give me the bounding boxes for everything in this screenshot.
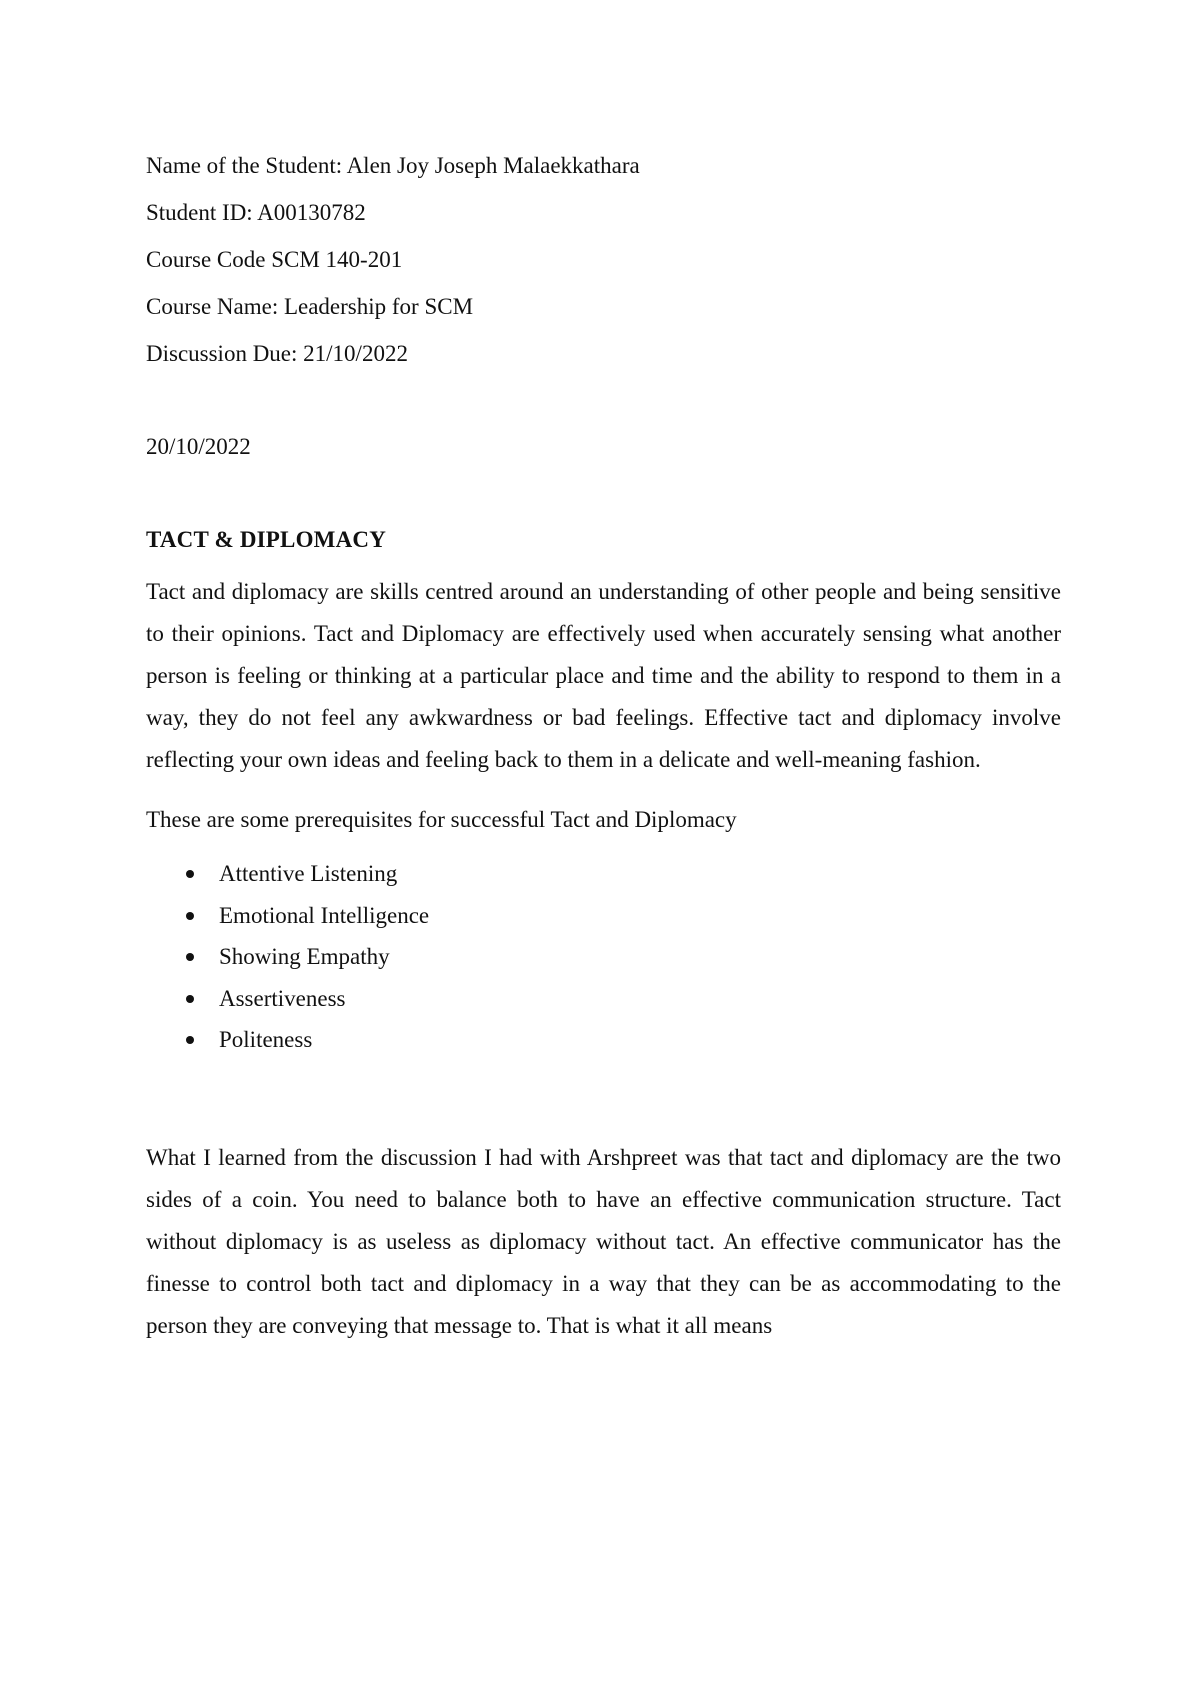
course-name: Course Name: Leadership for SCM xyxy=(146,294,474,319)
list-item xyxy=(146,978,1061,1020)
document-date: 20/10/2022 xyxy=(146,434,251,459)
list-item-label: Emotional Intelligence xyxy=(219,902,430,928)
student-id: Student ID: A00130782 xyxy=(146,200,366,225)
list-item xyxy=(146,936,1061,978)
list-item xyxy=(146,1019,1061,1061)
paragraph-reflection: What I learned from the discussion I had with Arshpreet was that tact and diplomacy are the two sides of a coin. You need to balance both to have an effective communication structure. Tact without diplomacy is as useless as diplomacy without tact. An effective communicator has the finesse to control both tact and diplomacy in a way that they can be as accommodating to the person they are conveying that message to. That is what it all means xyxy=(146,1144,1061,1338)
bullet-icon xyxy=(186,870,194,878)
bullet-icon xyxy=(186,953,194,961)
list-item-label: Attentive Listening xyxy=(219,861,398,886)
bullet-icon xyxy=(186,912,194,920)
list-item-label: Assertiveness xyxy=(219,985,346,1011)
prerequisites-intro: These are some prerequisites for successful Tact and Diplomacy xyxy=(146,807,737,832)
discussion-due: Discussion Due: 21/10/2022 xyxy=(146,341,408,366)
document-title: TACT & DIPLOMACY xyxy=(146,527,387,552)
prerequisites-list xyxy=(146,853,1061,1061)
paragraph-definition: Tact and diplomacy are skills centred around an understanding of other people and being sensitive to their opinions. Tact and Diplomacy are effectively used when accurately sensing what another person is feeling or thinking at a particular place and time and the ability to respond to them in a way, they do not feel any awkwardness or bad feelings. Effective tact and diplomacy involve reflecting your own ideas and feeling back to them in a delicate and well-meaning fashion. xyxy=(146,579,1061,772)
bullet-icon xyxy=(186,995,194,1003)
list-item xyxy=(146,853,1061,895)
document-body xyxy=(146,142,1061,1347)
student-name: Name of the Student: Alen Joy Joseph Malaekkathara xyxy=(146,153,640,178)
bullet-icon xyxy=(186,1036,194,1044)
list-item-label: Showing Empathy xyxy=(219,944,390,969)
course-code: Course Code SCM 140-201 xyxy=(146,247,403,272)
list-item-label: Politeness xyxy=(219,1027,313,1052)
list-item xyxy=(146,895,1061,937)
